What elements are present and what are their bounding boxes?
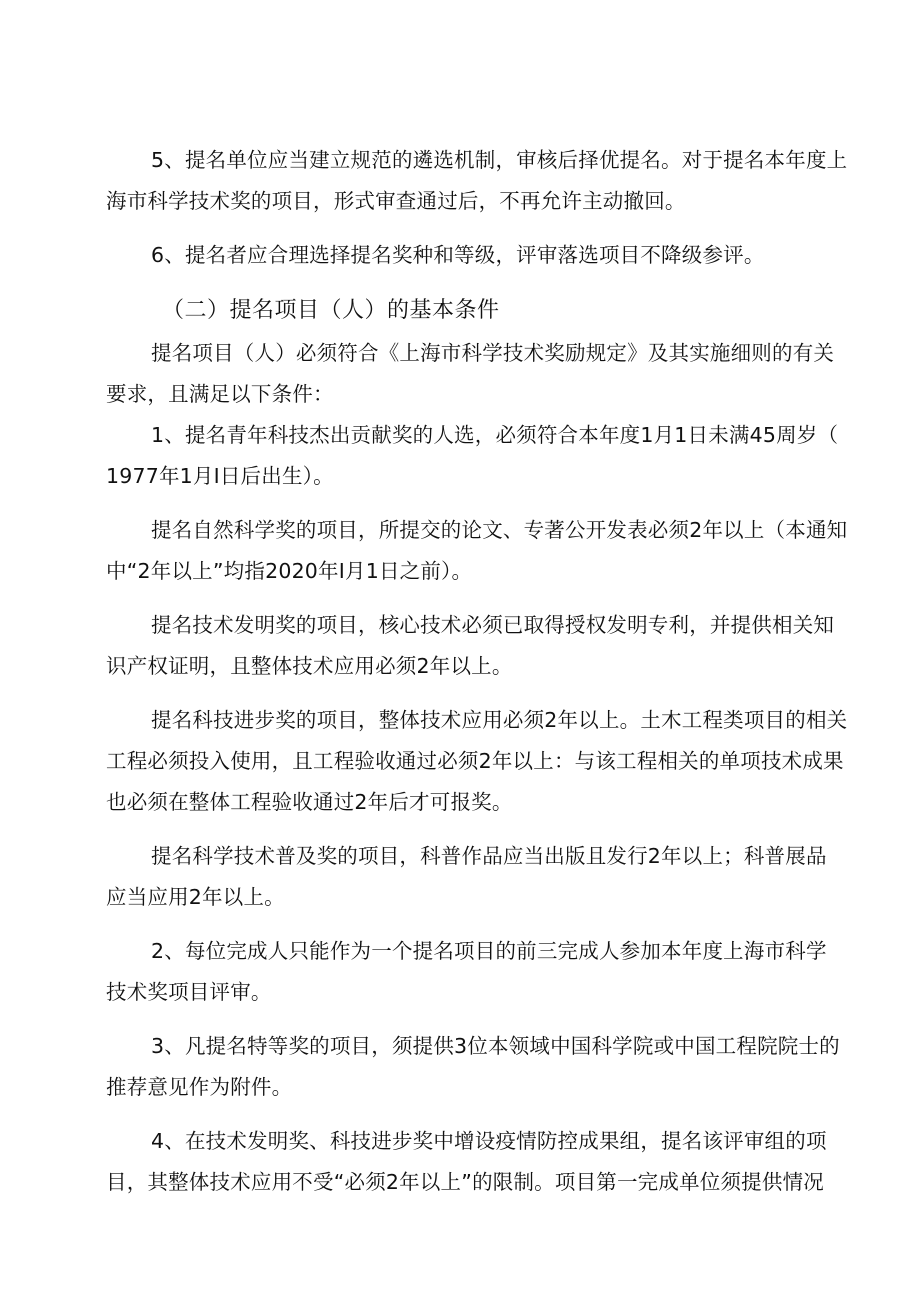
paragraph-line: 提名项目（人）必须符合《上海市科学技术奖励规定》及其实施细则的有关 bbox=[151, 341, 835, 365]
paragraph-line: 1、提名青年科技杰出贡献奖的人选，必须符合本年度1月1日未满45周岁（ bbox=[151, 423, 839, 447]
paragraph-6 bbox=[106, 235, 822, 276]
paragraph-condition-3 bbox=[106, 1026, 840, 1108]
paragraph-5 bbox=[106, 140, 848, 222]
paragraph-tech-invention bbox=[106, 605, 835, 687]
paragraph-condition-4 bbox=[106, 1121, 827, 1203]
paragraph-line: 目，其整体技术应用不受“必须2年以上”的限制。项目第一完成单位须提供情况 bbox=[106, 1170, 824, 1194]
paragraph-condition-2 bbox=[106, 931, 827, 1013]
paragraph-condition-1 bbox=[106, 415, 839, 497]
paragraph-line: 推荐意见作为附件。 bbox=[106, 1075, 293, 1099]
paragraph-natural-science bbox=[106, 510, 848, 592]
paragraph-line: 提名科学技术普及奖的项目，科普作品应当出版且发行2年以上；科普展品 bbox=[151, 844, 827, 868]
paragraph-line: 应当应用2年以上。 bbox=[106, 885, 285, 909]
paragraph-line: 提名技术发明奖的项目，核心技术必须已取得授权发明专利，并提供相关知 bbox=[151, 613, 835, 637]
paragraph-popular-science bbox=[106, 836, 827, 918]
paragraph-line: 工程必须投入使用，且工程验收通过必须2年以上：与该工程相关的单项技术成果 bbox=[106, 749, 844, 773]
paragraph-line: 也必须在整体工程验收通过2年后才可报奖。 bbox=[106, 790, 513, 814]
paragraph-line: 4、在技术发明奖、科技进步奖中增设疫情防控成果组，提名该评审组的项 bbox=[151, 1129, 827, 1153]
paragraph-line: 2、每位完成人只能作为一个提名项目的前三完成人参加本年度上海市科学 bbox=[151, 939, 827, 963]
paragraph-line: 6、提名者应合理选择提名奖种和等级，评审落选项目不降级参评。 bbox=[151, 243, 765, 267]
paragraph-intro bbox=[106, 333, 835, 415]
paragraph-line: 5、提名单位应当建立规范的遴选机制，审核后择优提名。对于提名本年度上 bbox=[151, 148, 848, 172]
paragraph-line: 中“2年以上”均指2020年I月1日之前）。 bbox=[106, 559, 473, 583]
paragraph-line: 识产权证明，且整体技术应用必须2年以上。 bbox=[106, 654, 513, 678]
document-body bbox=[106, 140, 848, 1203]
paragraph-line: 提名科技进步奖的项目，整体技术应用必须2年以上。土木工程类项目的相关 bbox=[151, 708, 848, 732]
paragraph-line: 要求，且满足以下条件： bbox=[106, 382, 334, 406]
paragraph-line: 1977年1月I日后出生）。 bbox=[106, 464, 334, 488]
paragraph-line: 提名自然科学奖的项目，所提交的论文、专著公开发表必须2年以上（本通知 bbox=[151, 518, 848, 542]
paragraph-line: 海市科学技术奖的项目，形式审查通过后，不再允许主动撤回。 bbox=[106, 189, 686, 213]
paragraph-line: 技术奖项目评审。 bbox=[106, 980, 272, 1004]
section-heading: （二）提名项目（人）的基本条件 bbox=[162, 298, 500, 323]
paragraph-tech-progress bbox=[106, 700, 848, 823]
paragraph-line: 3、凡提名特等奖的项目，须提供3位本领域中国科学院或中国工程院院士的 bbox=[151, 1034, 840, 1058]
